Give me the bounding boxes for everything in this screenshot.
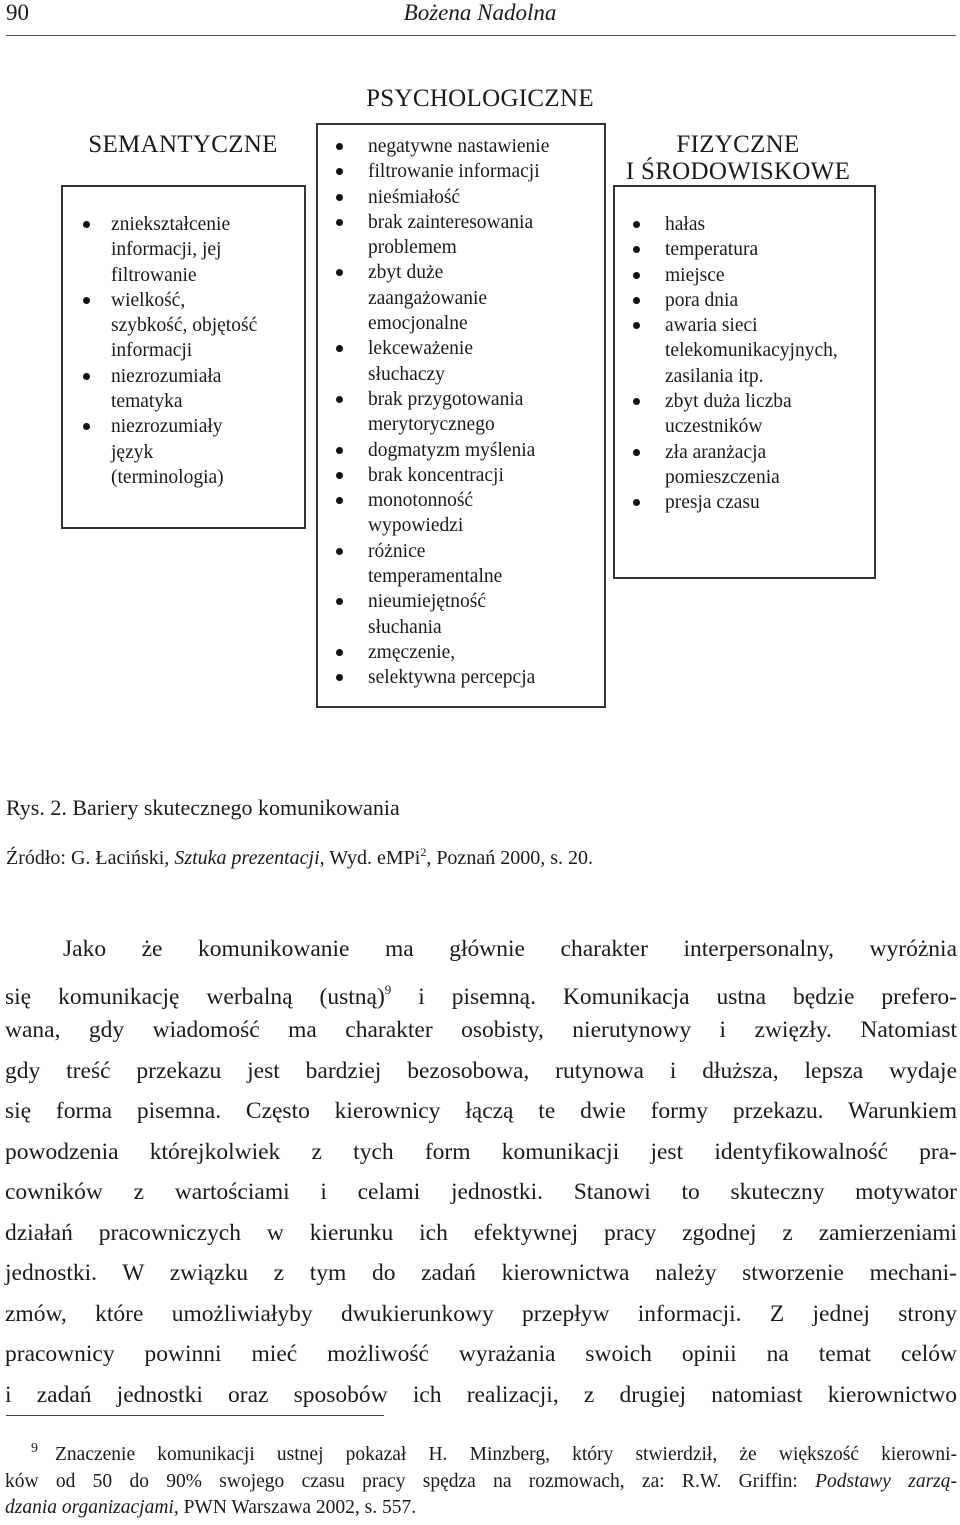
semantic-barrier-list [83,212,257,490]
barrier-item [336,438,549,463]
barrier-item-text: zbyt duże zaangażowanie emocjonalne [368,262,488,335]
barrier-item [336,210,549,261]
bullet-icon [336,598,343,605]
figure-source [6,845,593,870]
body-line: cowników z wartościami i celami jednostki. Stanowi to skuteczny motywator [5,1179,957,1205]
body-line-part: i pisemną. Komunikacja ustna będzie prefero- [391,983,958,1010]
bullet-icon [633,449,640,456]
bullet-icon [336,269,343,276]
barrier-item [633,389,838,440]
source-publisher: , Wyd. eMPi [319,847,421,869]
barrier-item [336,185,549,210]
bullet-icon [633,398,640,405]
footnote-text: Znaczenie komunikacji ustnej pokazał H. Minzberg, który stwierdził, że większość kierowni- [55,1444,957,1465]
barrier-item [336,640,549,665]
barrier-item [336,463,549,488]
barrier-item [83,414,257,490]
barrier-item [633,490,838,515]
bullet-icon [633,297,640,304]
barrier-item-text: różnice temperamentalne [368,540,503,588]
source-book-title: Sztuka prezentacji [174,847,320,869]
barrier-item [633,212,838,237]
figure-caption: Rys. 2. Bariery skutecznego komunikowania [6,795,400,820]
psychological-box [316,123,606,708]
bullet-icon [633,499,640,506]
barrier-item-text: pora dnia [665,289,739,311]
barrier-item-text: niezrozumiały język (terminologia) [111,416,224,488]
body-line: jednostki. W związku z tym do zadań kierownictwa należy stworzenie mechani- [5,1260,957,1286]
barrier-item-text: brak koncentracji [368,464,504,486]
barrier-item-text: brak zainteresowania problemem [368,211,534,259]
barrier-item [83,364,257,415]
barrier-item [336,387,549,438]
barrier-item [336,336,549,387]
footnote-line [5,1469,957,1496]
barrier-item-text: zmęczenie, [368,641,456,663]
body-line: się forma pisemna. Często kierownicy łączą te dwie formy przekazu. Warunkiem [5,1098,957,1124]
barrier-item-text: lekceważenie słuchaczy [368,338,474,385]
body-line [5,970,957,1011]
bullet-icon [83,373,90,380]
footnote-text: , PWN Warszawa 2002, s. 557. [173,1497,417,1518]
barrier-item-text: zbyt duża liczba uczestników [665,391,792,438]
body-line: pracownicy powinni mieć możliwość wyrażania swoich opinii na temat celów [5,1341,957,1367]
footnote-line [5,1442,957,1469]
body-paragraph [5,929,957,1415]
barrier-item-text: zła aranżacja pomieszczenia [665,441,780,488]
barrier-item-text: awaria sieci telekomunikacyjnych, zasilania itp. [665,315,838,387]
barrier-item [336,134,549,159]
bullet-icon [83,423,90,430]
bullet-icon [633,272,640,279]
barrier-item-text: negatywne nastawienie [368,136,550,157]
barrier-item-text: niezrozumiała tematyka [111,365,222,413]
bullet-icon [336,497,343,504]
barrier-item-text: selektywna percepcja [368,667,536,689]
barrier-item-text: brak przygotowania merytorycznego [368,388,524,436]
physical-title-line2: I ŚRODOWISKOWE [625,158,851,185]
bullet-icon [336,548,343,555]
bullet-icon [633,221,640,228]
barrier-item [336,589,549,640]
bullet-icon [336,168,343,175]
barrier-item [633,313,838,389]
barrier-item-text: nieśmiałość [368,186,461,208]
physical-barrier-list [633,212,838,516]
barrier-item-text: temperatura [665,239,759,261]
footnote-book-title: dzania organizacjami [5,1497,174,1518]
bullet-icon [336,396,343,403]
footnote-divider [6,1415,384,1416]
body-line-part: się komunikację werbalną (ustną) [5,983,385,1010]
barrier-item [633,237,838,262]
footnote [5,1442,957,1522]
bullet-icon [336,447,343,454]
physical-box [613,185,876,579]
bullet-icon [336,345,343,352]
barrier-item [633,440,838,491]
header-divider [6,35,956,36]
source-suffix: , Poznań 2000, s. 20. [426,847,593,869]
barrier-item [336,665,549,690]
barrier-item [336,488,549,539]
source-prefix: Źródło: G. Łaciński, [6,847,175,869]
footnote-line [5,1495,957,1522]
bullet-icon [336,649,343,656]
barrier-item [336,260,549,336]
physical-title [600,131,876,185]
barrier-item [83,288,257,364]
bullet-icon [336,219,343,226]
bullet-icon [336,194,343,201]
footnote-book-title: Podstawy zarzą- [815,1470,957,1492]
bullet-icon [83,297,90,304]
barrier-item-text: miejsce [665,264,725,286]
body-line: Jako że komunikowanie ma głównie charakter interpersonalny, wyróżnia [63,936,957,962]
barrier-item-text: presja czasu [665,492,760,514]
barrier-item-text: nieumiejętność słuchania [368,591,487,638]
physical-title-line1: FIZYCZNE [676,131,800,158]
page-number: 90 [6,0,29,25]
barrier-item [633,288,838,313]
bullet-icon [336,674,343,681]
bullet-icon [633,322,640,329]
barrier-item-text: wielkość, szybkość, objętość informacji [111,289,258,362]
barrier-item [336,159,549,184]
footnote-number: 9 [31,1441,38,1456]
bullet-icon [83,221,90,228]
barrier-item-text: monotonność wypowiedzi [368,490,474,537]
semantic-title: SEMANTYCZNE [88,131,278,158]
bullet-icon [336,143,343,150]
barrier-item [83,212,257,288]
footnote-text: ków od 50 do 90% swojego czasu pracy spędza na rozmowach, za: R.W. Griffin: [5,1470,816,1492]
barrier-item-text: dogmatyzm myślenia [368,439,536,461]
body-line: powodzenia którejkolwiek z tych form komunikacji jest identyfikowalność pra- [5,1138,957,1165]
body-line: gdy treść przekazu jest bardziej bezosobowa, rutynowa i dłuższa, lepsza wydaje [5,1057,957,1084]
body-line: zmów, które umożliwiałyby dwukierunkowy przepływ informacji. Z jednej strony [5,1300,957,1327]
body-line: i zadań jednostki oraz sposobów ich realizacji, z drugiej natomiast kierownictwo [5,1381,957,1408]
barrier-item [336,539,549,590]
semantic-box [61,185,306,529]
psychological-barrier-list [336,134,549,691]
barrier-item-text: filtrowanie informacji [368,161,540,183]
barrier-item-text: zniekształcenie informacji, jej filtrowanie [111,214,231,286]
body-line: działań pracowniczych w kierunku ich efektywnej pracy zgodnej z zamierzeniami [5,1219,957,1246]
barrier-item [633,263,838,288]
barrier-item-text: hałas [665,214,706,235]
footnote-marker: 9 [384,981,392,997]
running-header-author: Bożena Nadolna [403,0,557,25]
bullet-icon [336,472,343,479]
bullet-icon [633,246,640,253]
body-line: wana, gdy wiadomość ma charakter osobisty, nierutynowy i zwięzły. Natomiast [5,1017,957,1043]
source-superscript: 2 [420,845,427,859]
psychological-title: PSYCHOLOGICZNE [366,85,594,112]
